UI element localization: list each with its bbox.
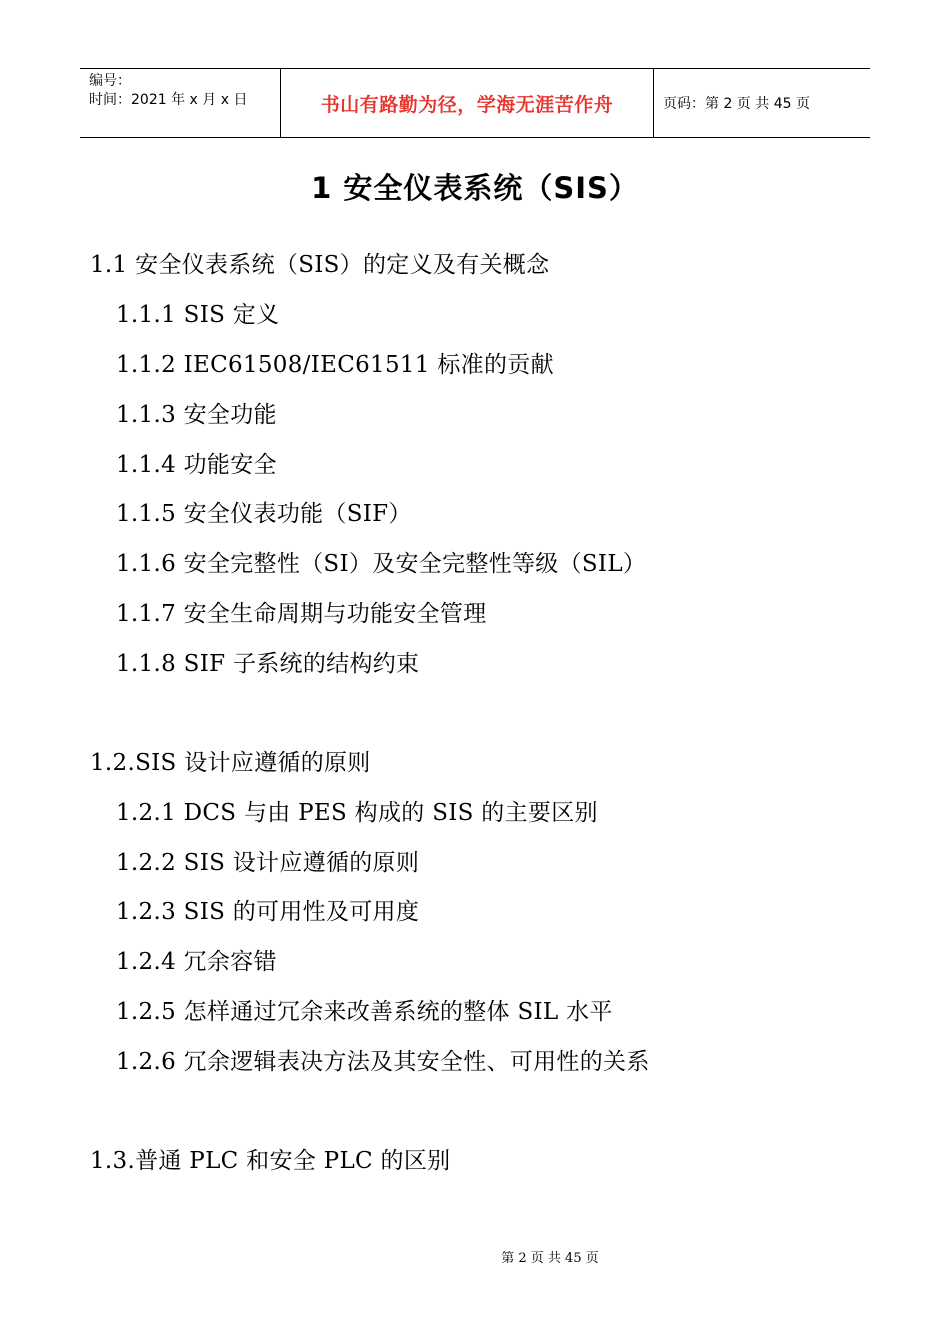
toc-item-1-2-6: 1.2.6 冗余逻辑表决方法及其安全性、可用性的关系 bbox=[116, 1049, 650, 1075]
toc-item-1-1-6: 1.1.6 安全完整性（SI）及安全完整性等级（SIL） bbox=[116, 551, 647, 577]
toc-item-1-1-7: 1.1.7 安全生命周期与功能安全管理 bbox=[116, 601, 487, 627]
toc-section-1-1: 1.1 安全仪表系统（SIS）的定义及有关概念 bbox=[90, 252, 550, 278]
header-page-cell bbox=[654, 69, 870, 137]
header-page-info: 页码：第 2 页 共 45 页 bbox=[663, 96, 810, 112]
page-header bbox=[80, 68, 870, 138]
toc-item-1-1-2: 1.1.2 IEC61508/IEC61511 标准的贡献 bbox=[116, 352, 554, 378]
header-motto-cell bbox=[281, 69, 654, 137]
toc-item-1-1-5: 1.1.5 安全仪表功能（SIF） bbox=[116, 501, 412, 527]
toc-item-1-1-3: 1.1.3 安全功能 bbox=[116, 402, 277, 428]
toc-item-1-2-3: 1.2.3 SIS 的可用性及可用度 bbox=[116, 899, 420, 925]
header-meta-cell bbox=[80, 69, 281, 137]
toc-item-1-1-4: 1.1.4 功能安全 bbox=[116, 452, 277, 478]
toc-item-1-1-8: 1.1.8 SIF 子系统的结构约束 bbox=[116, 651, 420, 677]
document-date-label: 时间：2021 年 x 月 x 日 bbox=[89, 92, 248, 108]
toc-item-1-2-1: 1.2.1 DCS 与由 PES 构成的 SIS 的主要区别 bbox=[116, 800, 598, 826]
toc-item-1-2-2: 1.2.2 SIS 设计应遵循的原则 bbox=[116, 850, 420, 876]
toc-section-1-2: 1.2.SIS 设计应遵循的原则 bbox=[90, 750, 371, 776]
header-motto: 书山有路勤为径，学海无涯苦作舟 bbox=[320, 93, 614, 116]
toc-item-1-2-5: 1.2.5 怎样通过冗余来改善系统的整体 SIL 水平 bbox=[116, 999, 613, 1025]
toc-section-1-3: 1.3.普通 PLC 和安全 PLC 的区别 bbox=[90, 1148, 451, 1174]
chapter-title: 1 安全仪表系统（SIS） bbox=[311, 171, 639, 205]
footer-page-number: 第 2 页 共 45 页 bbox=[501, 1251, 599, 1266]
document-number-label: 编号： bbox=[89, 73, 131, 89]
toc-item-1-2-4: 1.2.4 冗余容错 bbox=[116, 949, 277, 975]
page-footer bbox=[0, 1247, 950, 1266]
toc-item-1-1-1: 1.1.1 SIS 定义 bbox=[116, 302, 280, 328]
